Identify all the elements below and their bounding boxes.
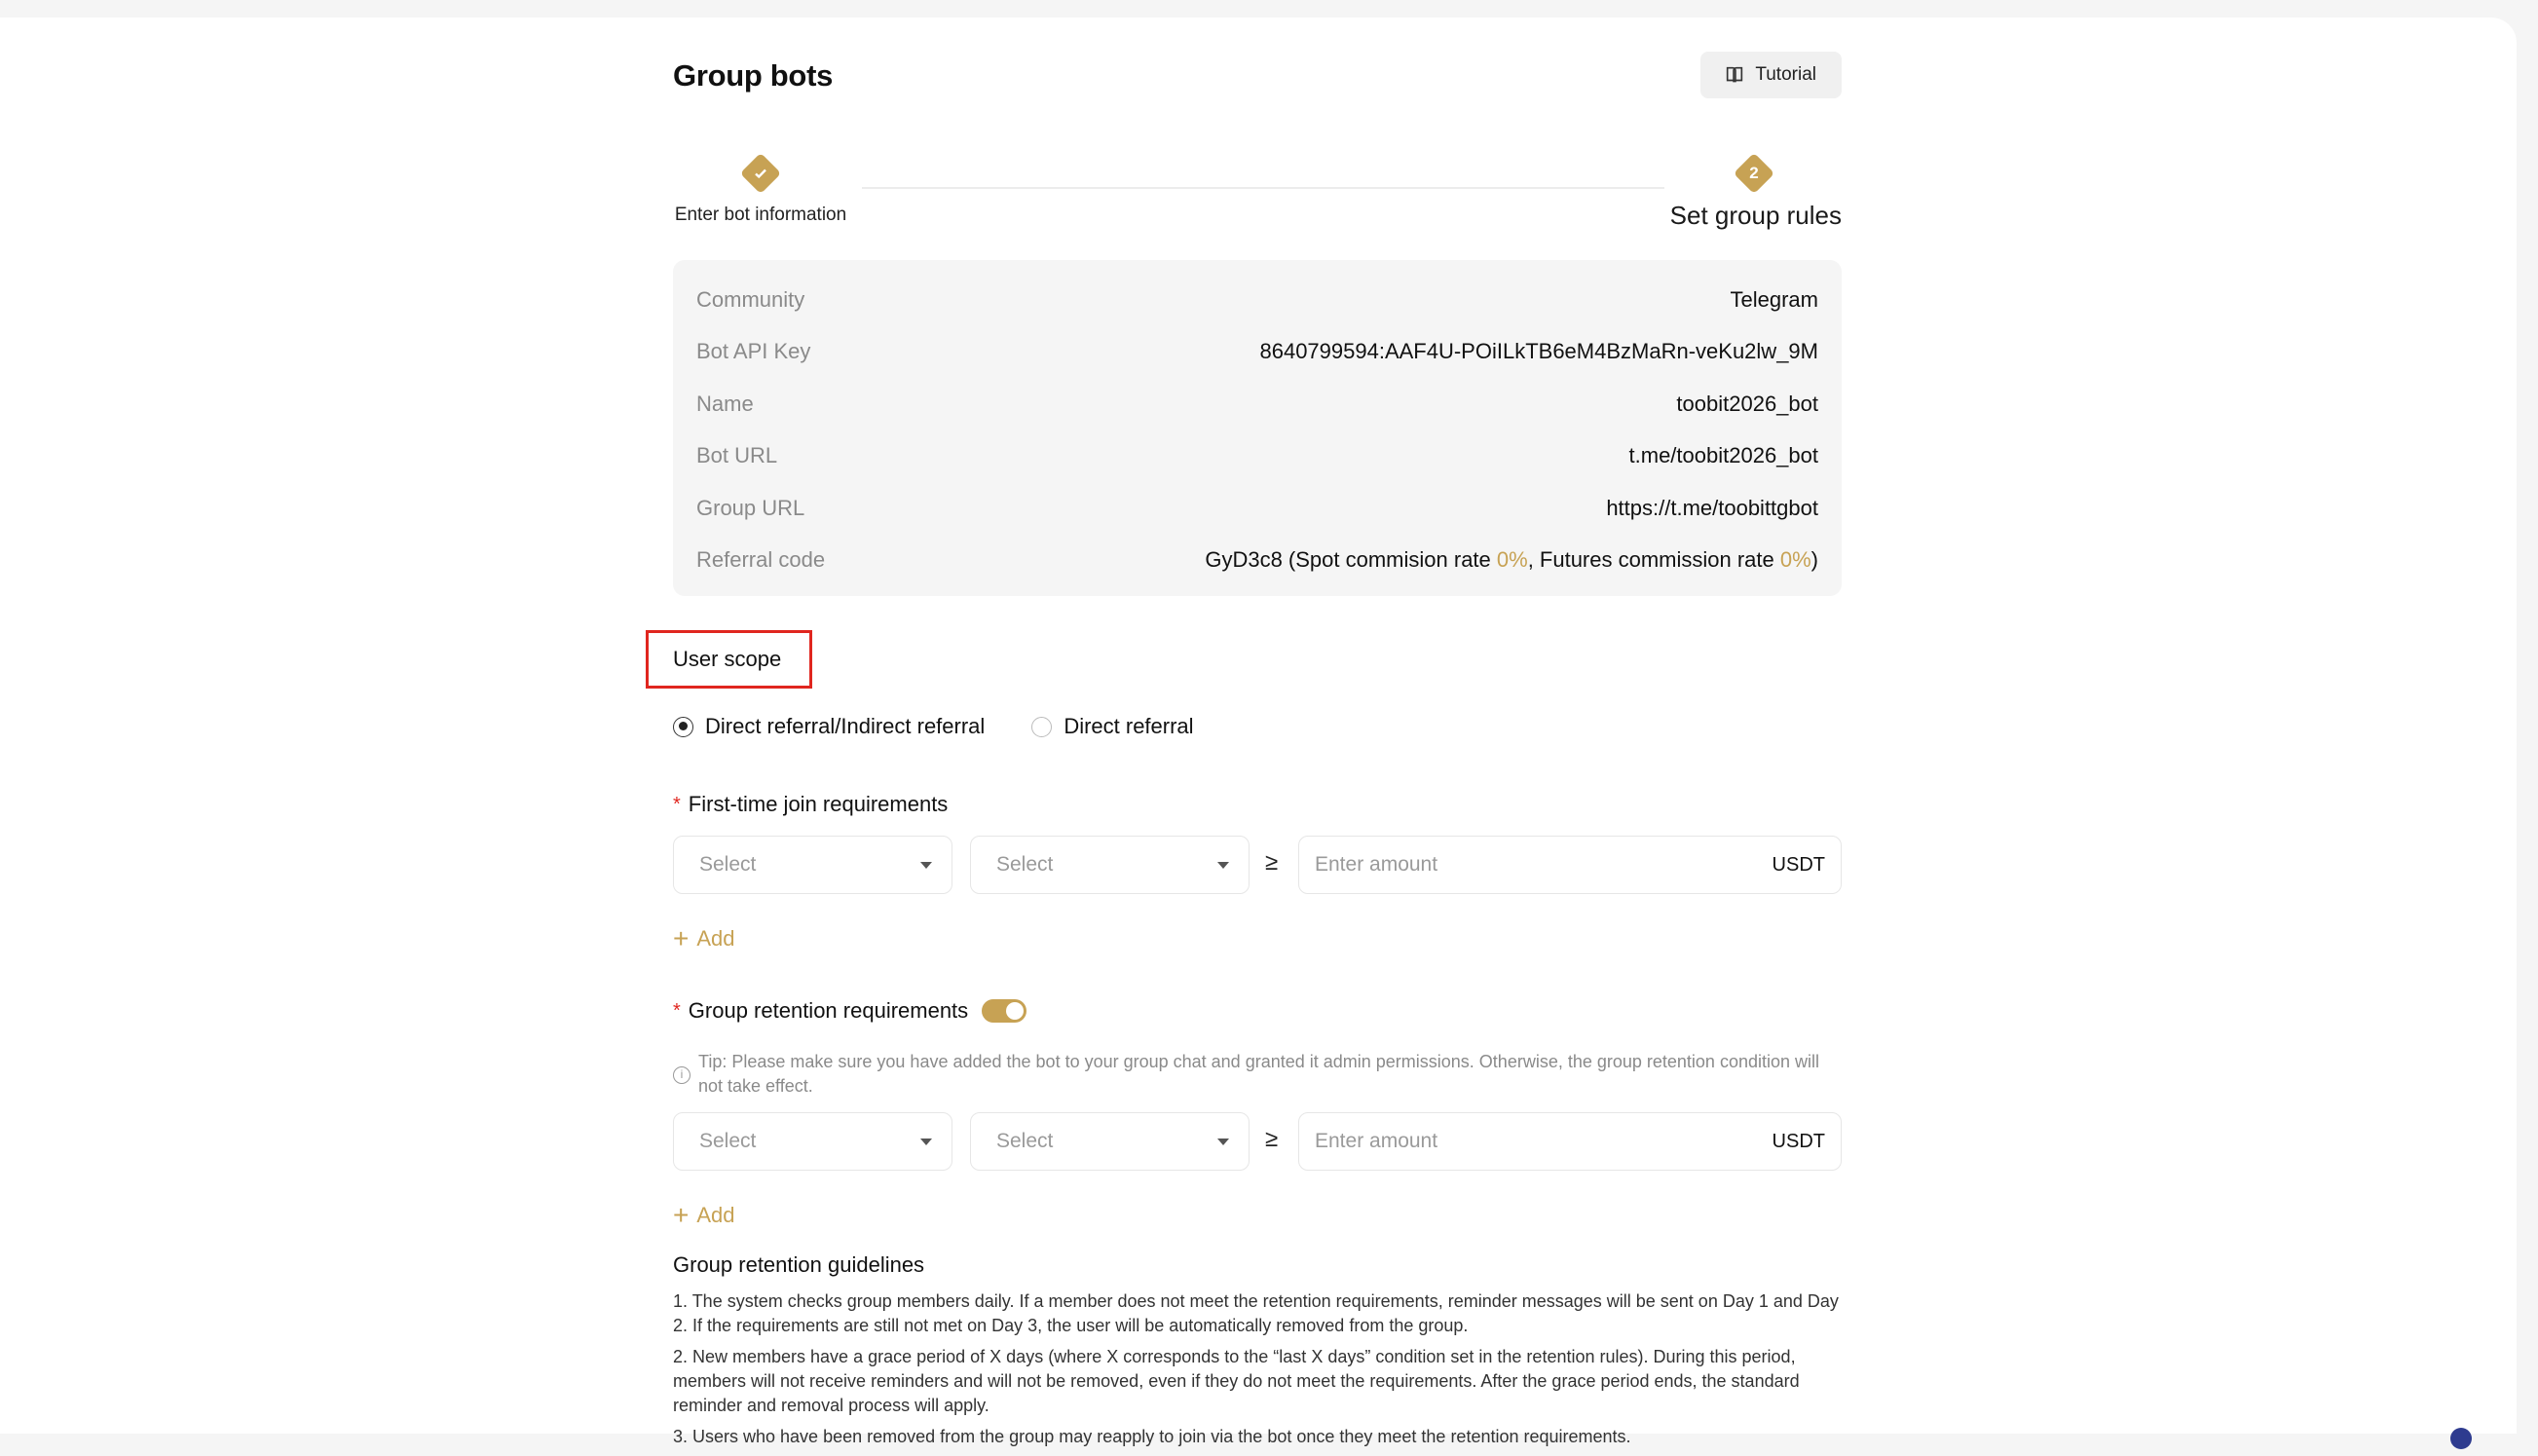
step-label: Set group rules — [1669, 201, 1842, 230]
plus-icon: + — [673, 923, 690, 953]
futures-rate: 0% — [1779, 547, 1811, 573]
retention-select-1[interactable] — [673, 1112, 952, 1171]
referral-middle: , Futures commission rate — [1527, 547, 1780, 573]
info-key: Bot URL — [696, 443, 778, 468]
guideline-item: 1. The system checks group members daily. If a member does not meet the retention requirements, reminder messages will be sent on Day 1 and Day 2. If the requirements are still not met on Day 3, the user will be automatically removed from the group. — [673, 1291, 1839, 1335]
support-chat-icon[interactable] — [2450, 1428, 2472, 1449]
radio-checked-icon — [673, 717, 693, 737]
referral-suffix: ) — [1810, 547, 1818, 573]
caret-down-icon — [920, 862, 932, 869]
retention-amount-field[interactable] — [1298, 1112, 1842, 1171]
info-row-group-url — [696, 482, 1818, 535]
info-icon: i — [673, 1066, 690, 1084]
page-title: Group bots — [673, 58, 834, 93]
first-join-add-button[interactable] — [673, 925, 735, 952]
tutorial-button[interactable] — [1700, 52, 1842, 98]
select-placeholder: Select — [699, 1130, 757, 1152]
step-active-marker — [1734, 153, 1774, 194]
spot-rate: 0% — [1496, 547, 1528, 573]
first-join-select-2[interactable] — [970, 836, 1250, 894]
guideline-item: 2. New members have a grace period of X days (where X corresponds to the “last X days” condition set in the retention rules). During this period, members will not receive reminders and will not be removed, even if they do not meet the requirements. After the grace period ends, the standard reminder and removal process will apply. — [673, 1347, 1800, 1415]
retention-toggle[interactable] — [982, 999, 1026, 1023]
referral-prefix: GyD3c8 (Spot commision rate — [1205, 547, 1497, 573]
step-number: 2 — [1749, 164, 1759, 182]
user-scope-title: User scope — [673, 647, 782, 671]
unit-label: USDT — [1772, 853, 1825, 876]
select-placeholder: Select — [699, 853, 757, 876]
first-join-amount-input[interactable] — [1315, 853, 1773, 877]
info-value: Telegram — [1730, 286, 1818, 312]
radio-label: Direct referral/Indirect referral — [705, 714, 986, 738]
first-join-select-1[interactable] — [673, 836, 952, 894]
info-key: Referral code — [696, 547, 826, 573]
info-key: Name — [696, 391, 754, 416]
radio-direct-indirect-referral[interactable] — [673, 714, 985, 739]
first-join-label — [673, 792, 948, 817]
radio-direct-referral[interactable] — [1031, 714, 1193, 739]
check-icon — [753, 166, 768, 181]
first-join-amount-field[interactable] — [1298, 836, 1842, 894]
guideline-item: 3. Users who have been removed from the group may reapply to join via the bot once they meet the retention requirements. — [673, 1427, 1631, 1446]
step-connector — [862, 187, 1664, 189]
info-value: t.me/toobit2026_bot — [1628, 443, 1818, 468]
retention-condition-row — [673, 1112, 1842, 1171]
retention-label-text: Group retention requirements — [688, 998, 969, 1023]
add-label: Add — [696, 1203, 735, 1227]
required-mark: * — [673, 793, 681, 815]
page-panel — [0, 18, 2517, 1446]
required-mark: * — [673, 999, 681, 1022]
step-done-marker — [740, 153, 781, 194]
retention-tip — [673, 1050, 1842, 1099]
step-set-group-rules — [1666, 154, 1842, 231]
guidelines-title: Group retention guidelines — [673, 1252, 925, 1277]
plus-icon: + — [673, 1200, 690, 1230]
book-icon — [1724, 64, 1745, 86]
operator-symbol: ≥ — [1265, 1126, 1279, 1152]
info-key: Bot API Key — [696, 339, 811, 364]
step-enter-bot-info — [673, 154, 848, 226]
info-value: 8640799594:AAF4U-POiILkTB6eM4BzMaRn-veKu2lw_9M — [1259, 339, 1818, 364]
first-join-condition-row — [673, 836, 1842, 894]
info-row-community — [696, 274, 1818, 326]
retention-add-button[interactable] — [673, 1202, 735, 1229]
info-row-bot-url — [696, 430, 1818, 483]
select-placeholder: Select — [996, 853, 1054, 876]
unit-label: USDT — [1772, 1130, 1825, 1152]
operator-symbol: ≥ — [1265, 849, 1279, 876]
retention-tip-text: Tip: Please make sure you have added the bot to your group chat and granted it admin permissions. Otherwise, the group retention condition will not take effect. — [698, 1052, 1819, 1096]
add-label: Add — [696, 926, 735, 951]
info-row-api-key — [696, 326, 1818, 379]
info-key: Group URL — [696, 495, 805, 520]
first-join-label-text: First-time join requirements — [688, 792, 949, 816]
stepper — [673, 154, 1842, 232]
info-value: https://t.me/toobittgbot — [1606, 495, 1818, 520]
tutorial-label: Tutorial — [1755, 64, 1816, 85]
caret-down-icon — [1217, 1139, 1229, 1145]
info-value — [1205, 547, 1818, 573]
radio-unchecked-icon — [1031, 717, 1052, 737]
guidelines-list — [673, 1289, 1842, 1456]
bot-info-summary — [673, 260, 1842, 596]
caret-down-icon — [920, 1139, 932, 1145]
radio-label: Direct referral — [1064, 714, 1194, 738]
retention-select-2[interactable] — [970, 1112, 1250, 1171]
step-label: Enter bot information — [674, 205, 847, 225]
info-value: toobit2026_bot — [1676, 391, 1818, 416]
user-scope-radio-group — [673, 714, 1194, 739]
retention-label — [673, 998, 1026, 1024]
info-row-referral-code — [696, 535, 1818, 587]
info-row-name — [696, 378, 1818, 430]
select-placeholder: Select — [996, 1130, 1054, 1152]
caret-down-icon — [1217, 862, 1229, 869]
retention-amount-input[interactable] — [1315, 1130, 1773, 1153]
info-key: Community — [696, 286, 805, 312]
